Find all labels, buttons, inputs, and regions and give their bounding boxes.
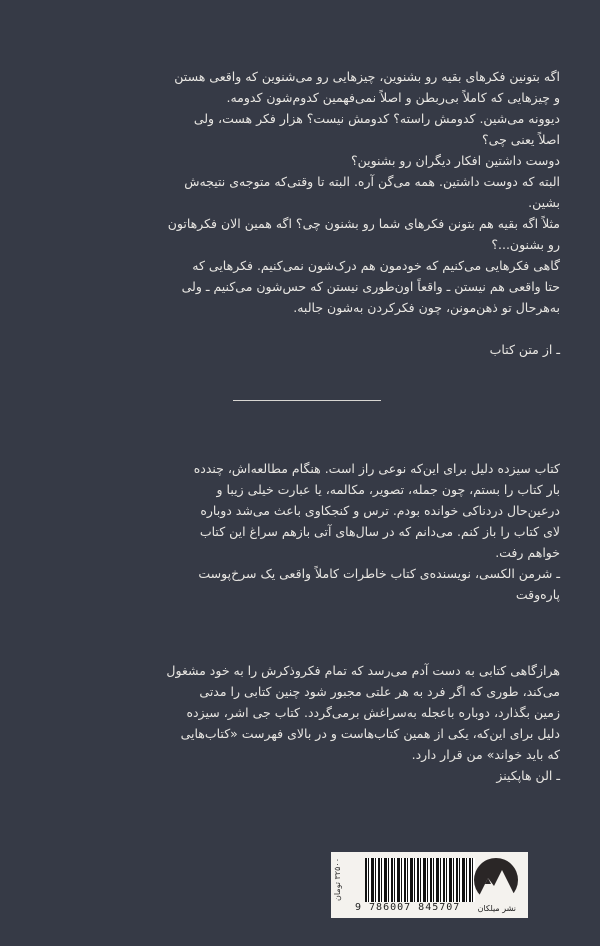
text-line: می‌کند، طوری که اگر فرد به هر علتی مجبور شود چنین کتابی را مدتی — [199, 684, 560, 699]
review-1 — [193, 458, 560, 605]
text-line: به‌هرحال تو ذهن‌مونن، چون فکرکردن به‌شون جالبه. — [293, 300, 560, 315]
divider — [233, 400, 381, 401]
source-label: ـ از متن کتاب — [489, 342, 560, 357]
excerpt-source — [228, 339, 560, 360]
text-line: دوست داشتین افکار دیگران رو بشنوین؟ — [350, 153, 560, 168]
review-2 — [166, 660, 560, 786]
text-line: رو بشنون...؟ — [491, 237, 560, 252]
text-line: کتاب سیزده دلیل برای این‌که نوعی راز است. هنگام مطالعه‌اش، چندده — [193, 461, 560, 476]
text-line: لای کتاب را باز کنم. می‌دانم که در سال‌های آتی بازهم سراغ این کتاب — [199, 524, 560, 539]
text-line: اصلاً یعنی چی؟ — [482, 132, 560, 147]
isbn: 9 786007 845707 — [355, 902, 461, 913]
publisher-logo-icon — [474, 858, 518, 902]
publisher-name: نشر میلکان — [477, 904, 516, 913]
text-line: بار کتاب را بستم، چون جمله، تصویر، مکالمه، یا عبارت خیلی زیبا و — [216, 482, 560, 497]
text-line: ـ الن هاپکینز — [496, 768, 560, 783]
text-line: گاهی فکرهایی می‌کنیم که خودمون هم درک‌شون نمی‌کنیم. فکرهایی که — [192, 258, 560, 273]
text-line: مثلاً اگه بقیه هم بتونن فکرهای شما رو بشنون چی؟ اگه همین الان فکرهاتون — [167, 216, 560, 231]
text-line: زمین بگذارد، دوباره باعجله به‌سراغش برمی‌گردد. کتاب جی اشر، سیزده — [186, 705, 560, 720]
price: ۳۲۵۰۰ تومان — [333, 858, 342, 901]
text-line: ـ شرمن الکسی، نویسنده‌ی کتاب خاطرات کاملاً واقعی یک سرخ‌پوست — [198, 566, 560, 581]
text-line: درعین‌حال دردناکی خوانده بودم. ترس و کنجکاوی باعث می‌شد دوباره — [200, 503, 560, 518]
text-line: که باید خواند» من قرار دارد. — [411, 747, 560, 762]
text-line: بشین. — [528, 195, 560, 210]
barcode-label — [331, 852, 528, 918]
text-line: اگه بتونین فکرهای بقیه رو بشنوین، چیزهایی رو می‌شنوین که واقعی هستن — [174, 69, 560, 84]
text-line: دیوونه می‌شین. کدومش راسته؟ کدومش نیست؟ هزار فکر هست، ولی — [193, 111, 560, 126]
text-line: پاره‌وقت — [515, 587, 560, 602]
barcode — [365, 858, 475, 902]
text-line: دلیل برای این‌که، یکی از همین کتاب‌هاست و در بالای فهرست «کتاب‌هایی — [180, 726, 560, 741]
excerpt — [167, 66, 560, 318]
text-line: هرازگاهی کتابی به دست آدم می‌رسد که تمام فکروذکرش را به خود مشغول — [166, 663, 560, 678]
text-line: حتا واقعی هم نیستن ـ واقعاً اون‌طوری نیستن که حس‌شون می‌کنیم ـ ولی — [181, 279, 560, 294]
text-line: البته که دوست داشتین. همه می‌گن آره. البته تا وقتی‌که متوجه‌ی نتیجه‌ش — [184, 174, 560, 189]
text-line: و چیزهایی که کاملاً بی‌ربطن و اصلاً نمی‌فهمین کدوم‌شون کدومه. — [226, 90, 560, 105]
text-line: خواهم رفت. — [495, 545, 560, 560]
